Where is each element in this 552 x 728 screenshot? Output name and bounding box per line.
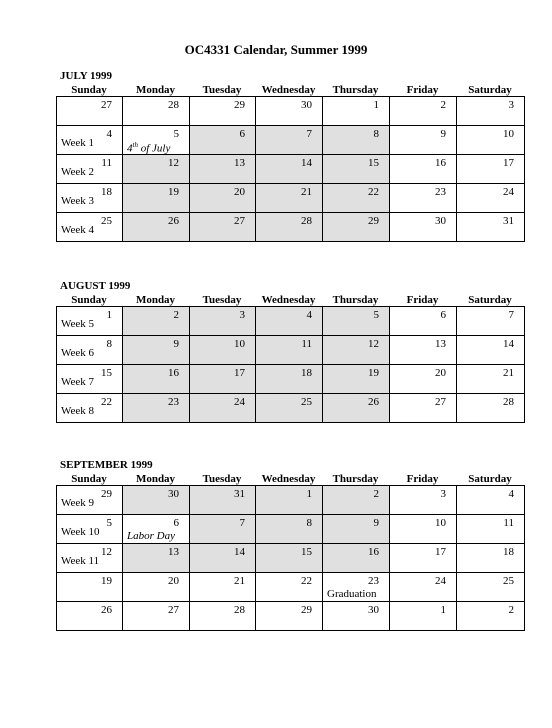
calendar-day-cell [190, 394, 256, 423]
day-number: 26 [101, 604, 112, 616]
day-number: 19 [368, 367, 379, 379]
day-number: 29 [234, 99, 245, 111]
day-number: 10 [234, 338, 245, 350]
calendar-day-cell [390, 307, 457, 336]
week-label: Week 5 [61, 318, 95, 330]
calendar-day-cell [190, 515, 256, 544]
calendar-day-cell [390, 336, 457, 365]
weekday-label: Monday [135, 294, 176, 306]
day-number: 22 [301, 575, 312, 587]
calendar-day-cell [323, 307, 390, 336]
calendar-day-cell [323, 544, 390, 573]
calendar-day-cell [256, 307, 323, 336]
calendar-day-cell [256, 515, 323, 544]
weekday-label: Friday [406, 84, 439, 96]
calendar-day-cell [123, 544, 190, 573]
week-label: Week 4 [61, 224, 95, 236]
day-number: 4 [306, 309, 312, 321]
calendar-week-row [57, 336, 525, 365]
calendar-day-cell [457, 307, 525, 336]
day-number: 30 [301, 99, 312, 111]
calendar-week-row [57, 486, 525, 515]
weekday-label: Saturday [468, 294, 512, 306]
calendar-day-cell [323, 515, 390, 544]
weekday-label: Thursday [332, 294, 379, 306]
weekday-label: Saturday [468, 473, 512, 485]
day-number: 11 [503, 517, 514, 529]
calendar-day-cell [256, 573, 323, 602]
day-number: 23 [435, 186, 446, 198]
page-title: OC4331 Calendar, Summer 1999 [184, 42, 368, 57]
calendar-grid-august [56, 306, 525, 423]
calendar-day-cell [57, 126, 123, 155]
calendar-day-cell [57, 515, 123, 544]
calendar-week-row [57, 213, 525, 242]
day-number: 29 [368, 215, 379, 227]
calendar-day-cell [190, 184, 256, 213]
holiday-note: 4th of July [127, 141, 171, 155]
calendar-day-cell [457, 573, 525, 602]
day-number: 5 [373, 309, 379, 321]
calendar-day-cell [190, 602, 256, 631]
calendar-day-cell [57, 184, 123, 213]
day-number: 4 [106, 128, 112, 140]
week-label: Week 10 [61, 526, 100, 538]
day-number: 24 [234, 396, 245, 408]
event-note: Graduation [327, 588, 377, 600]
calendar-day-cell [390, 184, 457, 213]
day-number: 22 [101, 396, 112, 408]
calendar-day-cell [57, 307, 123, 336]
day-number: 21 [503, 367, 514, 379]
day-number: 20 [168, 575, 179, 587]
day-number: 27 [101, 99, 112, 111]
month-title-september: SEPTEMBER 1999 [60, 459, 153, 471]
calendar-day-cell [256, 544, 323, 573]
day-number: 15 [101, 367, 112, 379]
day-number: 1 [306, 488, 312, 500]
calendar-week-row [57, 184, 525, 213]
calendar-day-cell [57, 394, 123, 423]
day-number: 3 [239, 309, 245, 321]
day-number: 1 [106, 309, 112, 321]
calendar-day-cell [323, 573, 390, 602]
week-label: Week 8 [61, 405, 95, 417]
weekday-header-september [56, 473, 524, 485]
calendar-day-cell [123, 155, 190, 184]
day-number: 7 [306, 128, 312, 140]
calendar-day-cell [390, 97, 457, 126]
calendar-day-cell [123, 184, 190, 213]
day-number: 4 [508, 488, 514, 500]
day-number: 25 [301, 396, 312, 408]
calendar-day-cell [323, 602, 390, 631]
weekday-label: Friday [406, 294, 439, 306]
weekday-label: Thursday [332, 473, 379, 485]
week-label: Week 7 [61, 376, 95, 388]
day-number: 10 [435, 517, 446, 529]
calendar-day-cell [390, 126, 457, 155]
weekday-label: Sunday [71, 84, 107, 96]
weekday-label: Thursday [332, 84, 379, 96]
weekday-label: Wednesday [261, 84, 316, 96]
day-number: 28 [168, 99, 179, 111]
calendar-day-cell [57, 213, 123, 242]
weekday-label: Tuesday [202, 473, 242, 485]
day-number: 9 [373, 517, 379, 529]
calendar-day-cell [457, 486, 525, 515]
day-number: 27 [168, 604, 179, 616]
day-number: 31 [503, 215, 514, 227]
calendar-day-cell [123, 394, 190, 423]
week-label: Week 3 [61, 195, 95, 207]
day-number: 13 [234, 157, 245, 169]
day-number: 13 [435, 338, 446, 350]
calendar-day-cell [256, 394, 323, 423]
calendar-day-cell [256, 365, 323, 394]
calendar-day-cell [457, 602, 525, 631]
calendar-day-cell [390, 155, 457, 184]
day-number: 8 [106, 338, 112, 350]
calendar-day-cell [256, 486, 323, 515]
day-number: 14 [301, 157, 312, 169]
calendar-day-cell [457, 126, 525, 155]
day-number: 7 [239, 517, 245, 529]
calendar-week-row [57, 126, 525, 155]
day-number: 6 [440, 309, 446, 321]
calendar-week-row [57, 544, 525, 573]
day-number: 31 [234, 488, 245, 500]
weekday-label: Sunday [71, 294, 107, 306]
week-label: Week 2 [61, 166, 95, 178]
calendar-day-cell [457, 365, 525, 394]
day-number: 10 [503, 128, 514, 140]
calendar-day-cell [190, 336, 256, 365]
weekday-label: Monday [135, 473, 176, 485]
calendar-day-cell [190, 155, 256, 184]
calendar-day-cell [123, 602, 190, 631]
calendar-day-cell [457, 394, 525, 423]
calendar-day-cell [457, 97, 525, 126]
day-number: 11 [301, 338, 312, 350]
calendar-day-cell [457, 544, 525, 573]
day-number: 11 [101, 157, 112, 169]
day-number: 14 [503, 338, 514, 350]
week-label: Week 1 [61, 137, 95, 149]
day-number: 29 [301, 604, 312, 616]
day-number: 5 [173, 128, 179, 140]
day-number: 16 [435, 157, 446, 169]
calendar-day-cell [123, 307, 190, 336]
day-number: 21 [234, 575, 245, 587]
holiday-note: Labor Day [127, 530, 175, 542]
calendar-day-cell [57, 544, 123, 573]
day-number: 18 [301, 367, 312, 379]
calendar-day-cell [457, 184, 525, 213]
day-number: 18 [503, 546, 514, 558]
calendar-day-cell [190, 544, 256, 573]
day-number: 12 [168, 157, 179, 169]
calendar-week-row [57, 155, 525, 184]
calendar-day-cell [123, 573, 190, 602]
calendar-grid-september [56, 485, 525, 631]
weekday-label: Sunday [71, 473, 107, 485]
day-number: 8 [373, 128, 379, 140]
calendar-day-cell [390, 544, 457, 573]
day-number: 21 [301, 186, 312, 198]
weekday-label: Friday [406, 473, 439, 485]
calendar-day-cell [190, 365, 256, 394]
calendar-day-cell [323, 365, 390, 394]
day-number: 9 [173, 338, 179, 350]
calendar-day-cell [57, 365, 123, 394]
calendar-day-cell [57, 573, 123, 602]
weekday-header-august [56, 294, 524, 306]
day-number: 25 [101, 215, 112, 227]
day-number: 9 [440, 128, 446, 140]
calendar-day-cell [190, 213, 256, 242]
day-number: 15 [368, 157, 379, 169]
calendar-day-cell [457, 213, 525, 242]
calendar-week-row [57, 573, 525, 602]
day-number: 20 [435, 367, 446, 379]
calendar-day-cell [190, 97, 256, 126]
calendar-day-cell [323, 97, 390, 126]
day-number: 22 [368, 186, 379, 198]
calendar-day-cell [390, 213, 457, 242]
day-number: 24 [435, 575, 446, 587]
calendar-day-cell [256, 213, 323, 242]
calendar-day-cell [57, 602, 123, 631]
calendar-week-row [57, 515, 525, 544]
day-number: 26 [168, 215, 179, 227]
calendar-day-cell [123, 97, 190, 126]
day-number: 30 [368, 604, 379, 616]
day-number: 2 [173, 309, 179, 321]
day-number: 2 [440, 99, 446, 111]
day-number: 27 [234, 215, 245, 227]
day-number: 2 [373, 488, 379, 500]
day-number: 3 [508, 99, 514, 111]
day-number: 28 [234, 604, 245, 616]
day-number: 3 [440, 488, 446, 500]
day-number: 25 [503, 575, 514, 587]
weekday-header-july [56, 84, 524, 96]
day-number: 28 [503, 396, 514, 408]
calendar-day-cell [390, 394, 457, 423]
day-number: 26 [368, 396, 379, 408]
calendar-day-cell [190, 307, 256, 336]
day-number: 30 [168, 488, 179, 500]
day-number: 6 [239, 128, 245, 140]
day-number: 29 [101, 488, 112, 500]
calendar-day-cell [323, 336, 390, 365]
day-number: 17 [435, 546, 446, 558]
calendar-day-cell [123, 213, 190, 242]
weekday-label: Wednesday [261, 473, 316, 485]
calendar-day-cell [57, 155, 123, 184]
day-number: 7 [508, 309, 514, 321]
calendar-grid-july [56, 96, 525, 242]
calendar-day-cell [256, 336, 323, 365]
day-number: 23 [368, 575, 379, 587]
day-number: 24 [503, 186, 514, 198]
calendar-day-cell [123, 126, 190, 155]
day-number: 23 [168, 396, 179, 408]
calendar-day-cell [323, 184, 390, 213]
calendar-week-row [57, 97, 525, 126]
day-number: 1 [373, 99, 379, 111]
calendar-day-cell [323, 126, 390, 155]
calendar-day-cell [123, 336, 190, 365]
calendar-week-row [57, 365, 525, 394]
calendar-week-row [57, 394, 525, 423]
calendar-day-cell [190, 486, 256, 515]
day-number: 17 [234, 367, 245, 379]
calendar-day-cell [256, 602, 323, 631]
day-number: 16 [168, 367, 179, 379]
calendar-day-cell [457, 515, 525, 544]
day-number: 15 [301, 546, 312, 558]
calendar-day-cell [390, 573, 457, 602]
day-number: 19 [101, 575, 112, 587]
calendar-day-cell [123, 515, 190, 544]
day-number: 14 [234, 546, 245, 558]
day-number: 2 [508, 604, 514, 616]
day-number: 12 [368, 338, 379, 350]
week-label: Week 11 [61, 555, 100, 567]
calendar-day-cell [190, 573, 256, 602]
calendar-week-row [57, 602, 525, 631]
day-number: 27 [435, 396, 446, 408]
day-number: 30 [435, 215, 446, 227]
calendar-day-cell [256, 184, 323, 213]
day-number: 17 [503, 157, 514, 169]
calendar-day-cell [190, 126, 256, 155]
day-number: 13 [168, 546, 179, 558]
weekday-label: Monday [135, 84, 176, 96]
calendar-day-cell [57, 486, 123, 515]
calendar-day-cell [457, 336, 525, 365]
calendar-day-cell [323, 394, 390, 423]
day-number: 1 [440, 604, 446, 616]
calendar-day-cell [57, 97, 123, 126]
weekday-label: Saturday [468, 84, 512, 96]
day-number: 8 [306, 517, 312, 529]
week-label: Week 9 [61, 497, 95, 509]
calendar-day-cell [256, 155, 323, 184]
day-number: 5 [106, 517, 112, 529]
day-number: 28 [301, 215, 312, 227]
day-number: 20 [234, 186, 245, 198]
calendar-day-cell [57, 336, 123, 365]
weekday-label: Wednesday [261, 294, 316, 306]
calendar-day-cell [390, 602, 457, 631]
calendar-day-cell [256, 97, 323, 126]
weekday-label: Tuesday [202, 294, 242, 306]
month-title-august: AUGUST 1999 [60, 280, 131, 292]
calendar-day-cell [457, 155, 525, 184]
day-number: 16 [368, 546, 379, 558]
day-number: 19 [168, 186, 179, 198]
calendar-day-cell [256, 126, 323, 155]
calendar-day-cell [390, 486, 457, 515]
calendar-day-cell [123, 486, 190, 515]
calendar-day-cell [123, 365, 190, 394]
weekday-label: Tuesday [202, 84, 242, 96]
calendar-day-cell [323, 213, 390, 242]
calendar-day-cell [390, 365, 457, 394]
calendar-day-cell [323, 486, 390, 515]
week-label: Week 6 [61, 347, 95, 359]
calendar-day-cell [323, 155, 390, 184]
day-number: 6 [173, 517, 179, 529]
month-title-july: JULY 1999 [60, 70, 113, 82]
day-number: 12 [101, 546, 112, 558]
day-number: 18 [101, 186, 112, 198]
calendar-week-row [57, 307, 525, 336]
calendar-day-cell [390, 515, 457, 544]
